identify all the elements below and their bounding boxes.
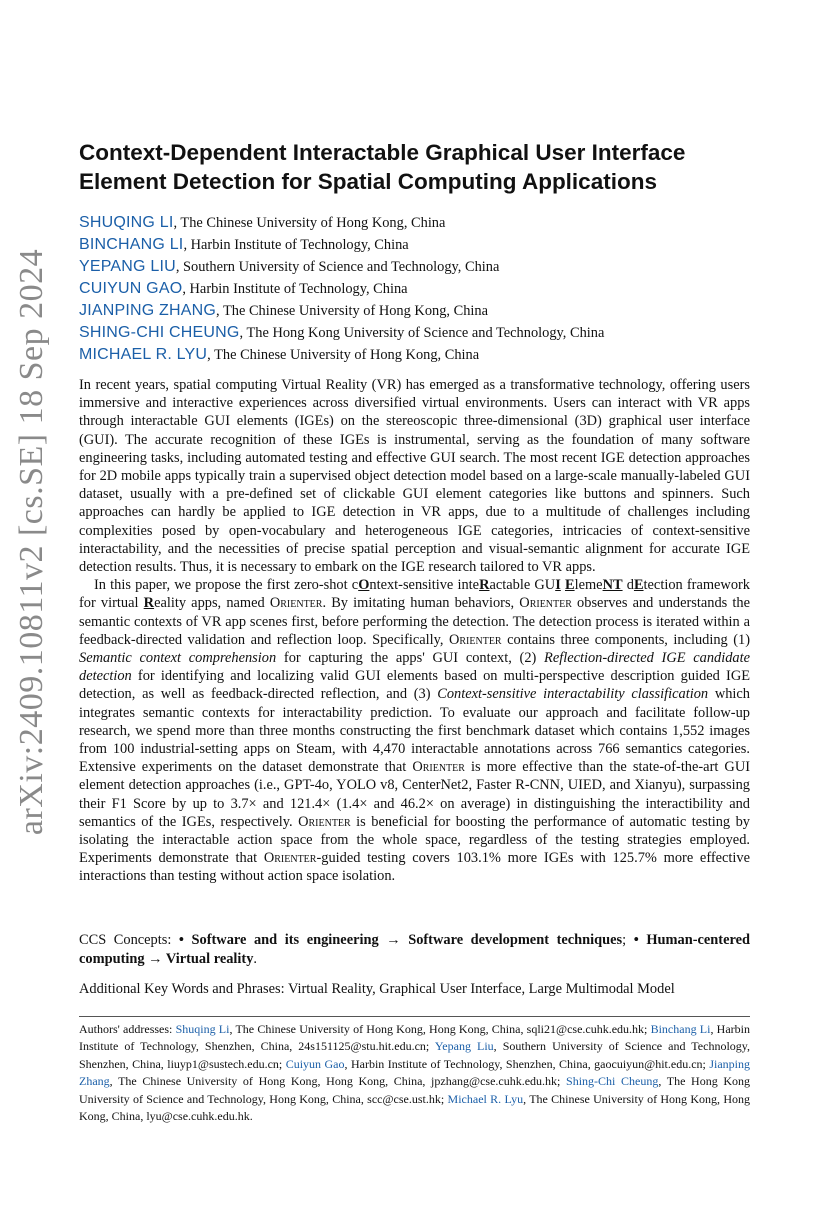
footnote-label: Authors' addresses: [79, 1022, 176, 1036]
arxiv-stamp [8, 244, 56, 839]
address-text: , The Chinese University of Hong Kong, Hong Kong, China, sqli21@cse.cuhk.edu.hk; [229, 1022, 651, 1036]
author-name[interactable]: YEPANG LIU [79, 258, 176, 275]
author-name[interactable]: JIANPING ZHANG [79, 302, 217, 319]
author-affiliation: , Harbin Institute of Technology, China [183, 237, 409, 253]
ccs-concept: • Human-centered computing → Virtual reality [79, 932, 750, 967]
author-entry [79, 234, 779, 256]
text-run: actable GU [489, 577, 556, 594]
acronym-letter: R [143, 595, 155, 612]
ccs-separator: ; [622, 932, 634, 948]
author-name[interactable]: CUIYUN GAO [79, 280, 183, 297]
text-run: -guided testing covers 103.1% more IGEs with 125.7% more effective interactions than testing without action space isolation. [79, 850, 750, 885]
author-entry [79, 322, 779, 344]
author-entry [79, 212, 779, 234]
author-link[interactable]: Yepang Liu [434, 1039, 494, 1054]
author-link[interactable]: Binchang Li [650, 1022, 711, 1036]
author-name[interactable]: SHUQING LI [79, 214, 174, 231]
author-name[interactable]: SHING-CHI CHEUNG [79, 324, 240, 341]
address-text: , Southern University of Science and Technology, Shenzhen, China, liuyp1@sustech.edu.cn; [79, 1039, 751, 1071]
author-affiliation: , The Chinese University of Hong Kong, China [173, 215, 446, 231]
text-run: for identifying and localizing valid GUI elements based on multi-perspective description guided IGE detection, as well as feedback-directed reflection, and (3) [79, 668, 750, 703]
abstract [79, 376, 750, 886]
keywords: Additional Key Words and Phrases: Virtual Reality, Graphical User Interface, Large Multimodal Model [79, 981, 675, 997]
ccs-concepts [79, 931, 750, 968]
text-run: leme [574, 577, 603, 594]
footnote-divider [79, 1016, 750, 1017]
text-run: ntext-sensitive inte [369, 577, 480, 594]
ccs-end: . [253, 950, 258, 967]
system-name: Orienter [298, 813, 351, 830]
author-link[interactable]: Shuqing Li [175, 1022, 230, 1036]
address-text: , The Chinese University of Hong Kong, Hong Kong, China, jpzhang@cse.cuhk.edu.hk; [109, 1074, 567, 1089]
address-text: , The Chinese University of Hong Kong, Hong Kong, China, lyu@cse.cuhk.edu.hk. [79, 1091, 750, 1124]
author-name[interactable]: MICHAEL R. LYU [79, 346, 208, 363]
system-name: Orienter [412, 759, 465, 776]
ccs-label: CCS Concepts: [79, 932, 179, 948]
text-run: In this paper, we propose the first zero-shot c [94, 577, 359, 594]
author-entry [79, 256, 779, 278]
component-name: Context-sensitive interactability classification [437, 686, 709, 703]
author-affiliation: , The Hong Kong University of Science and Technology, China [239, 325, 605, 341]
acronym-letter: E [564, 577, 575, 594]
acronym-letter: R [479, 577, 490, 594]
author-link[interactable]: Shing-Chi Cheung [566, 1074, 659, 1089]
author-affiliation: , Southern University of Science and Technology, China [175, 259, 500, 275]
abstract-paragraph-2 [79, 576, 750, 885]
text-run: tection framework for virtual [79, 577, 751, 612]
author-entry [79, 344, 779, 366]
address-text: , Harbin Institute of Technology, Shenzhen, China, 24s151125@stu.hit.edu.cn; [79, 1022, 751, 1054]
paper-title: Context-Dependent Interactable Graphical User Interface Element Detection for Spatial Computing Applications [79, 140, 686, 194]
author-affiliation: , The Chinese University of Hong Kong, China [207, 347, 480, 363]
acronym-letter: E [633, 577, 644, 594]
system-name: Orienter [269, 595, 323, 612]
author-link[interactable]: Jianping Zhang [79, 1056, 750, 1089]
author-list [79, 212, 779, 366]
abstract-paragraph-1: In recent years, spatial computing Virtual Reality (VR) has emerged as a transformative technology, offering users immersive and interactive experiences across diversified virtual environments. Users can interact with VR apps through interactable GUI elements (IGEs) on the stereoscopic three-dimensional (3D) graphical user interface (GUI). The accurate recognition of these IGEs is instrumental, serving as the foundation of many software engineering tasks, including automated testing and effective GUI search. The most recent IGE detection approaches for 2D mobile apps typically train a supervised object detection model based on a large-scale manually-labeled GUI dataset, usually with a pre-defined set of clickable GUI element categories like buttons and spinners. Such approaches can hardly be applied to IGE detection in VR apps, due to a multitude of challenges including complexities posed by open-vocabulary and heterogeneous IGE categories, intricacies of context-sensitive interactability, and the necessities of precise spatial perception and visual-semantic alignment for accurate IGE detection results. Thus, it is necessary to embark on the IGE research tailored to VR apps. [79, 377, 750, 576]
component-name: Reflection-directed IGE candidate detection [79, 650, 750, 685]
author-link[interactable]: Cuiyun Gao [285, 1056, 345, 1071]
text-run: which integrates semantic contexts for interactability prediction. To evaluate our approach and facilitate follow-up research, we spend more than three months constructing the first benchmark dataset which contains 1,552 images from 100 industrial-setting apps on Steam, with 4,470 interactable annotations across 766 semantics categories. Extensive experiments on the dataset demonstrate that [79, 686, 750, 776]
author-affiliation: , Harbin Institute of Technology, China [182, 281, 408, 297]
ccs-concept: • Software and its engineering → Software development techniques [178, 932, 623, 948]
text-run: for capturing the apps' GUI context, (2) [276, 650, 545, 667]
system-name: Orienter [263, 850, 317, 867]
acronym-letter: O [358, 577, 370, 594]
address-text: , Harbin Institute of Technology, Shenzhen, China, gaocuiyun@hit.edu.cn; [344, 1056, 710, 1071]
address-text: , The Hong Kong University of Science and Technology, Hong Kong, China, scc@cse.ust.hk; [79, 1074, 751, 1106]
system-name: Orienter [519, 595, 572, 612]
system-name: Orienter [448, 631, 502, 648]
arxiv-stamp-text: arXiv:2409.10811v2 [cs.SE] 18 Sep 2024 [13, 248, 50, 835]
acronym-letter: NT [602, 577, 623, 594]
acronym-letter: I [555, 577, 561, 594]
text-run: is beneficial for boosting the performance of automatic testing by isolating the interactable action space from the whole space, regardless of the testing strategies employed. Experiments demonstrate that [79, 813, 750, 867]
text-run: d [622, 577, 634, 594]
text-run: observes and understands the semantic contexts of VR app scenes first, before performing the detection. The detection process is iterated within a feedback-directed validation and reflection loop. Specifically, [79, 595, 750, 648]
author-affiliation: , The Chinese University of Hong Kong, China [216, 303, 488, 319]
text-run: is more effective than the state-of-the-art GUI element detection approaches (i.e., GPT-4o, YOLO v8, CenterNet2, Faster R-CNN, UIED, and Xianyu), surpassing their F1 Score by up to 3.7× and 121.4× (1.4× and 46.2× on average) in distinguishing the interactibility and semantics of the IGEs, respectively. [79, 759, 750, 830]
author-entry [79, 300, 779, 322]
text-run: . By imitating human behaviors, [322, 595, 520, 612]
authors-addresses-footnote [79, 1021, 750, 1125]
text-run: contains three components, including (1) [501, 631, 750, 648]
component-name: Semantic context comprehension [79, 650, 277, 667]
author-link[interactable]: Michael R. Lyu [447, 1091, 524, 1106]
author-entry [79, 278, 779, 300]
text-run: eality apps, named [154, 595, 270, 612]
author-name[interactable]: BINCHANG LI [79, 236, 184, 253]
